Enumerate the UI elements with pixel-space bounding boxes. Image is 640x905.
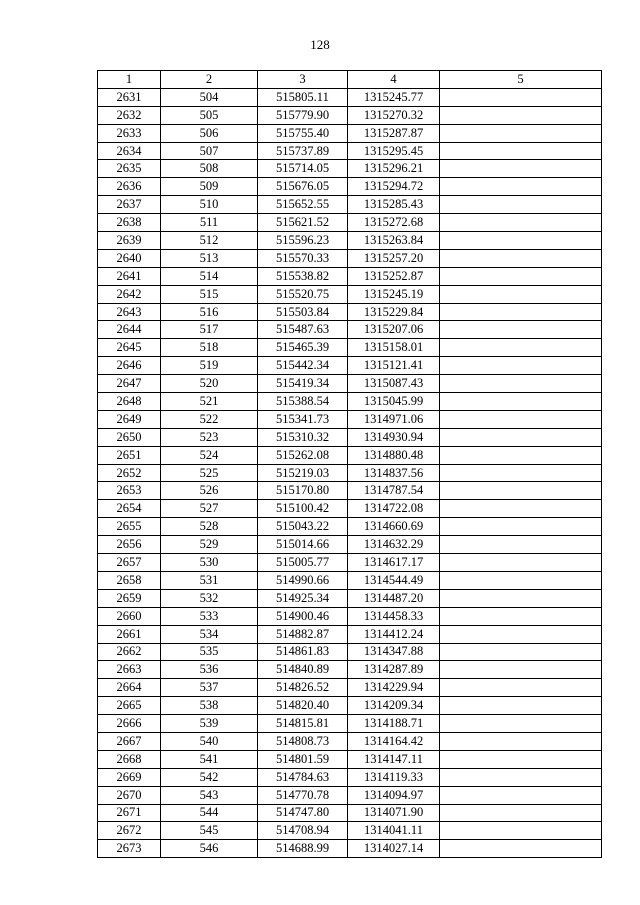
table-row (98, 232, 602, 250)
table-cell: 515714.05 (258, 160, 348, 178)
table-cell: 1315207.06 (348, 321, 440, 339)
table-cell: 514784.63 (258, 768, 348, 786)
table-cell: 2637 (98, 196, 161, 214)
table-cell (440, 375, 602, 393)
column-header: 1 (98, 71, 161, 89)
table-row (98, 840, 602, 858)
table-cell (440, 643, 602, 661)
column-header: 5 (440, 71, 602, 89)
table-cell: 2638 (98, 214, 161, 232)
table-cell (440, 768, 602, 786)
table-cell: 1314617.17 (348, 554, 440, 572)
table-cell: 544 (161, 804, 258, 822)
table-cell: 522 (161, 410, 258, 428)
table-cell: 2631 (98, 88, 161, 106)
table-row (98, 267, 602, 285)
table-cell: 515419.34 (258, 375, 348, 393)
table-cell (440, 214, 602, 232)
table-row (98, 285, 602, 303)
table-cell: 1315296.21 (348, 160, 440, 178)
table-row (98, 589, 602, 607)
table-cell: 1315285.43 (348, 196, 440, 214)
table-cell: 2632 (98, 106, 161, 124)
table-cell: 2653 (98, 482, 161, 500)
table-cell (440, 196, 602, 214)
table-cell (440, 589, 602, 607)
table-cell: 514990.66 (258, 571, 348, 589)
table-cell: 514688.99 (258, 840, 348, 858)
table-cell: 514815.81 (258, 715, 348, 733)
table-row (98, 375, 602, 393)
table-cell: 515100.42 (258, 500, 348, 518)
table-cell (440, 339, 602, 357)
table-cell: 515805.11 (258, 88, 348, 106)
table-row (98, 804, 602, 822)
table-cell (440, 554, 602, 572)
table-cell (440, 142, 602, 160)
table-cell: 515005.77 (258, 554, 348, 572)
table-row (98, 160, 602, 178)
table-cell: 505 (161, 106, 258, 124)
table-cell: 1314147.11 (348, 750, 440, 768)
table-cell: 1314287.89 (348, 661, 440, 679)
table-cell: 1314347.88 (348, 643, 440, 661)
table-cell (440, 232, 602, 250)
table-cell: 515570.33 (258, 249, 348, 267)
table-cell: 546 (161, 840, 258, 858)
table-cell (440, 750, 602, 768)
table-cell: 524 (161, 446, 258, 464)
table-row (98, 410, 602, 428)
table-cell: 1314660.69 (348, 518, 440, 536)
table-cell: 1315294.72 (348, 178, 440, 196)
table-cell: 1314164.42 (348, 732, 440, 750)
table-cell: 515442.34 (258, 357, 348, 375)
table-cell: 531 (161, 571, 258, 589)
table-row (98, 571, 602, 589)
table-cell: 514840.89 (258, 661, 348, 679)
table-cell (440, 822, 602, 840)
table-cell: 1314458.33 (348, 607, 440, 625)
table-cell: 514 (161, 267, 258, 285)
table-cell (440, 303, 602, 321)
table-cell: 530 (161, 554, 258, 572)
table-cell: 514820.40 (258, 697, 348, 715)
table-cell: 515503.84 (258, 303, 348, 321)
table-row (98, 518, 602, 536)
table-row (98, 88, 602, 106)
table-cell: 2652 (98, 464, 161, 482)
table-cell: 1315287.87 (348, 124, 440, 142)
table-cell: 525 (161, 464, 258, 482)
coordinates-table (97, 70, 602, 858)
table-cell: 515652.55 (258, 196, 348, 214)
table-cell: 523 (161, 428, 258, 446)
table-cell: 2669 (98, 768, 161, 786)
table-cell: 1314722.08 (348, 500, 440, 518)
table-cell (440, 321, 602, 339)
table-cell: 1314071.90 (348, 804, 440, 822)
table-cell: 2657 (98, 554, 161, 572)
table-cell: 2672 (98, 822, 161, 840)
table-cell: 1315272.68 (348, 214, 440, 232)
table-cell: 1315087.43 (348, 375, 440, 393)
table-cell: 1315121.41 (348, 357, 440, 375)
table-row (98, 625, 602, 643)
table-cell: 1314837.56 (348, 464, 440, 482)
table-cell (440, 446, 602, 464)
table-body (98, 88, 602, 857)
table-cell (440, 536, 602, 554)
table-cell: 1315229.84 (348, 303, 440, 321)
table-cell: 1314188.71 (348, 715, 440, 733)
table-row (98, 142, 602, 160)
table-cell: 1315158.01 (348, 339, 440, 357)
table-cell: 2641 (98, 267, 161, 285)
table-cell: 2648 (98, 393, 161, 411)
table-cell (440, 124, 602, 142)
table-cell: 2635 (98, 160, 161, 178)
table-cell: 2658 (98, 571, 161, 589)
table-cell: 2636 (98, 178, 161, 196)
table-cell: 1315252.87 (348, 267, 440, 285)
table-cell: 537 (161, 679, 258, 697)
table-cell: 512 (161, 232, 258, 250)
table-cell: 515219.03 (258, 464, 348, 482)
table-row (98, 357, 602, 375)
column-header: 3 (258, 71, 348, 89)
table-cell: 514826.52 (258, 679, 348, 697)
table-cell: 1315270.32 (348, 106, 440, 124)
table-cell: 1315295.45 (348, 142, 440, 160)
table-cell: 1314787.54 (348, 482, 440, 500)
table-cell: 515779.90 (258, 106, 348, 124)
table-cell (440, 160, 602, 178)
table-cell: 543 (161, 786, 258, 804)
table-row (98, 321, 602, 339)
table-cell: 515465.39 (258, 339, 348, 357)
table-row (98, 214, 602, 232)
table-cell (440, 840, 602, 858)
table-cell: 515170.80 (258, 482, 348, 500)
table-cell: 1314632.29 (348, 536, 440, 554)
table-cell: 521 (161, 393, 258, 411)
table-row (98, 124, 602, 142)
table-cell: 2655 (98, 518, 161, 536)
table-cell: 528 (161, 518, 258, 536)
table-cell: 515755.40 (258, 124, 348, 142)
table-cell: 2656 (98, 536, 161, 554)
table-cell: 1314487.20 (348, 589, 440, 607)
table-cell: 514770.78 (258, 786, 348, 804)
table-row (98, 339, 602, 357)
table-cell: 1314971.06 (348, 410, 440, 428)
table-cell: 518 (161, 339, 258, 357)
table-cell (440, 393, 602, 411)
table-row (98, 822, 602, 840)
table-cell: 520 (161, 375, 258, 393)
table-cell: 2660 (98, 607, 161, 625)
table-row (98, 697, 602, 715)
table-cell: 507 (161, 142, 258, 160)
table-cell: 534 (161, 625, 258, 643)
column-header: 4 (348, 71, 440, 89)
table-row (98, 303, 602, 321)
table-cell: 1314544.49 (348, 571, 440, 589)
table-cell: 541 (161, 750, 258, 768)
table-cell (440, 410, 602, 428)
table-cell: 515621.52 (258, 214, 348, 232)
table-cell: 515388.54 (258, 393, 348, 411)
table-row (98, 178, 602, 196)
table-cell: 1315245.19 (348, 285, 440, 303)
table-cell: 1315257.20 (348, 249, 440, 267)
table-cell: 514882.87 (258, 625, 348, 643)
table-cell (440, 786, 602, 804)
table-row (98, 106, 602, 124)
table-row (98, 536, 602, 554)
table-cell: 515262.08 (258, 446, 348, 464)
table-row (98, 786, 602, 804)
table-cell (440, 357, 602, 375)
table-cell: 1314209.34 (348, 697, 440, 715)
table-cell: 2664 (98, 679, 161, 697)
table-cell: 539 (161, 715, 258, 733)
table-cell: 2650 (98, 428, 161, 446)
table-cell (440, 464, 602, 482)
table-cell: 536 (161, 661, 258, 679)
table-cell (440, 715, 602, 733)
table-cell: 2634 (98, 142, 161, 160)
table-cell: 2670 (98, 786, 161, 804)
table-cell (440, 88, 602, 106)
table-cell: 2665 (98, 697, 161, 715)
table-cell: 514801.59 (258, 750, 348, 768)
table-cell (440, 571, 602, 589)
table-cell: 511 (161, 214, 258, 232)
table-cell: 545 (161, 822, 258, 840)
table-cell: 515 (161, 285, 258, 303)
table-cell: 533 (161, 607, 258, 625)
table-cell (440, 804, 602, 822)
table-cell (440, 625, 602, 643)
table-cell: 1314880.48 (348, 446, 440, 464)
table-cell: 2644 (98, 321, 161, 339)
table-cell: 508 (161, 160, 258, 178)
table-cell: 2654 (98, 500, 161, 518)
table-cell: 2642 (98, 285, 161, 303)
table-cell: 514861.83 (258, 643, 348, 661)
table-cell: 2667 (98, 732, 161, 750)
table-cell (440, 697, 602, 715)
table-cell: 538 (161, 697, 258, 715)
table-cell: 2645 (98, 339, 161, 357)
table-cell: 535 (161, 643, 258, 661)
table-row (98, 715, 602, 733)
table-cell: 1314930.94 (348, 428, 440, 446)
table-cell: 515676.05 (258, 178, 348, 196)
table-cell: 1314041.11 (348, 822, 440, 840)
table-cell: 515341.73 (258, 410, 348, 428)
table-cell: 532 (161, 589, 258, 607)
table-cell (440, 428, 602, 446)
table-cell: 2633 (98, 124, 161, 142)
table-header-row (98, 71, 602, 89)
table-cell (440, 607, 602, 625)
table-cell: 514708.94 (258, 822, 348, 840)
table-cell: 514808.73 (258, 732, 348, 750)
table-row (98, 661, 602, 679)
table-row (98, 196, 602, 214)
table-row (98, 428, 602, 446)
table-cell: 514925.34 (258, 589, 348, 607)
table-cell: 1314027.14 (348, 840, 440, 858)
table-cell: 1314119.33 (348, 768, 440, 786)
table-cell: 2643 (98, 303, 161, 321)
column-header: 2 (161, 71, 258, 89)
table-cell (440, 732, 602, 750)
table-row (98, 607, 602, 625)
table-cell: 2668 (98, 750, 161, 768)
table-cell: 1315245.77 (348, 88, 440, 106)
table-cell: 2671 (98, 804, 161, 822)
table-cell: 2661 (98, 625, 161, 643)
table-cell: 529 (161, 536, 258, 554)
table-cell: 519 (161, 357, 258, 375)
table-cell: 515520.75 (258, 285, 348, 303)
table-row (98, 750, 602, 768)
table-cell (440, 661, 602, 679)
table-cell: 514747.80 (258, 804, 348, 822)
table-cell (440, 178, 602, 196)
table-cell: 514900.46 (258, 607, 348, 625)
table-cell: 515014.66 (258, 536, 348, 554)
table-cell: 509 (161, 178, 258, 196)
table-cell: 515737.89 (258, 142, 348, 160)
table-cell: 2639 (98, 232, 161, 250)
table-cell: 515043.22 (258, 518, 348, 536)
table-cell: 2651 (98, 446, 161, 464)
table-cell: 2666 (98, 715, 161, 733)
table-row (98, 249, 602, 267)
table-cell (440, 106, 602, 124)
table-cell: 516 (161, 303, 258, 321)
table-cell (440, 500, 602, 518)
table-row (98, 500, 602, 518)
table-row (98, 768, 602, 786)
table-cell: 1314094.97 (348, 786, 440, 804)
table-row (98, 393, 602, 411)
table-cell: 2647 (98, 375, 161, 393)
table-cell (440, 679, 602, 697)
table-cell: 540 (161, 732, 258, 750)
table-cell: 1314229.94 (348, 679, 440, 697)
table-cell: 1315263.84 (348, 232, 440, 250)
table-row (98, 482, 602, 500)
table-cell: 515538.82 (258, 267, 348, 285)
table-cell: 527 (161, 500, 258, 518)
table-cell: 542 (161, 768, 258, 786)
table-cell: 513 (161, 249, 258, 267)
table-cell: 504 (161, 88, 258, 106)
table-cell: 2649 (98, 410, 161, 428)
table-cell (440, 518, 602, 536)
table-cell: 2640 (98, 249, 161, 267)
table-row (98, 679, 602, 697)
table-cell: 1315045.99 (348, 393, 440, 411)
table-cell: 2663 (98, 661, 161, 679)
table-row (98, 446, 602, 464)
table-cell: 517 (161, 321, 258, 339)
table-cell: 2659 (98, 589, 161, 607)
table-cell: 526 (161, 482, 258, 500)
table-cell: 2673 (98, 840, 161, 858)
table-cell: 515310.32 (258, 428, 348, 446)
table-row (98, 732, 602, 750)
table-cell: 2662 (98, 643, 161, 661)
table-cell: 515487.63 (258, 321, 348, 339)
table-cell: 506 (161, 124, 258, 142)
table-row (98, 464, 602, 482)
table-cell (440, 249, 602, 267)
table-cell: 515596.23 (258, 232, 348, 250)
table-cell: 510 (161, 196, 258, 214)
table-cell: 1314412.24 (348, 625, 440, 643)
table-cell: 2646 (98, 357, 161, 375)
table-row (98, 643, 602, 661)
table-cell (440, 267, 602, 285)
page-number: 128 (310, 37, 330, 52)
table-cell (440, 482, 602, 500)
table-cell (440, 285, 602, 303)
table-row (98, 554, 602, 572)
